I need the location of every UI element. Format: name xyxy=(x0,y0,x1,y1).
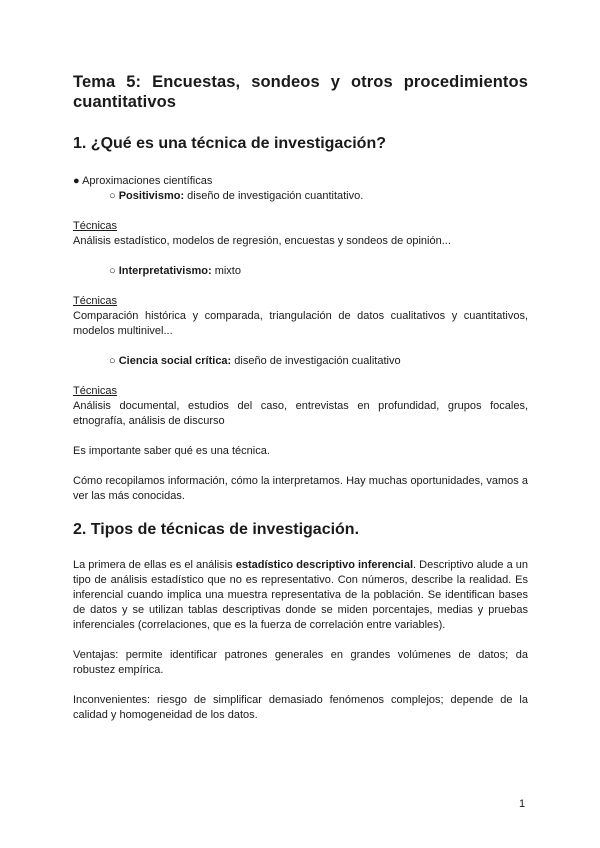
positivismo-item: ○ Positivismo: diseño de investigación cuantitativo. xyxy=(109,190,364,202)
paragraph: Cómo recopilamos información, cómo la interpretamos. Hay muchas oportunidades, vamos a ver las más conocidas. xyxy=(73,475,528,502)
section-1-heading: 1. ¿Qué es una técnica de investigación? xyxy=(73,135,386,152)
ciencia-critica-item: ○ Ciencia social crítica: diseño de investigación cualitativo xyxy=(109,355,401,367)
tecnicas-label: Técnicas xyxy=(73,220,118,232)
tecnicas-label: Técnicas xyxy=(73,385,118,397)
tecnicas-text: Análisis documental, estudios del caso, entrevistas en profundidad, grupos focales, etnografía, análisis de discurso xyxy=(73,400,528,427)
page-number: 1 xyxy=(519,798,526,810)
page-title: Tema 5: Encuestas, sondeos y otros procedimientos cuantitativos xyxy=(73,73,528,111)
paragraph-ventajas: Ventajas: permite identificar patrones generales en grandes volúmenes de datos; da robustez empírica. xyxy=(73,649,528,676)
bullet-aproximaciones: ● Aproximaciones científicas xyxy=(73,175,213,187)
interpretativismo-item: ○ Interpretativismo: mixto xyxy=(109,265,241,277)
paragraph-inconvenientes: Inconvenientes: riesgo de simplificar demasiado fenómenos complejos; depende de la calidad y homogeneidad de los datos. xyxy=(73,694,528,721)
tecnicas-text: Análisis estadístico, modelos de regresión, encuestas y sondeos de opinión... xyxy=(73,235,451,247)
document-page xyxy=(73,72,528,723)
paragraph: Es importante saber qué es una técnica. xyxy=(73,445,270,457)
paragraph-analisis: La primera de ellas es el análisis estadístico descriptivo inferencial. Descriptivo alude a un tipo de análisis estadístico que no es representativo. Con números, describe la realidad. Es inferencial cuando implica una muestra representativa de la población. Se identifican bases de datos y se utilizan tablas descriptivas donde se miden porcentajes, medias y pruebas inferenciales (correlaciones, que es la fuerza de correlación entre variables). xyxy=(73,559,529,631)
tecnicas-text: Comparación histórica y comparada, triangulación de datos cualitativos y cuantitativos, modelos multinivel... xyxy=(73,310,528,337)
section-2-heading: 2. Tipos de técnicas de investigación. xyxy=(73,521,360,538)
tecnicas-label: Técnicas xyxy=(73,295,118,307)
